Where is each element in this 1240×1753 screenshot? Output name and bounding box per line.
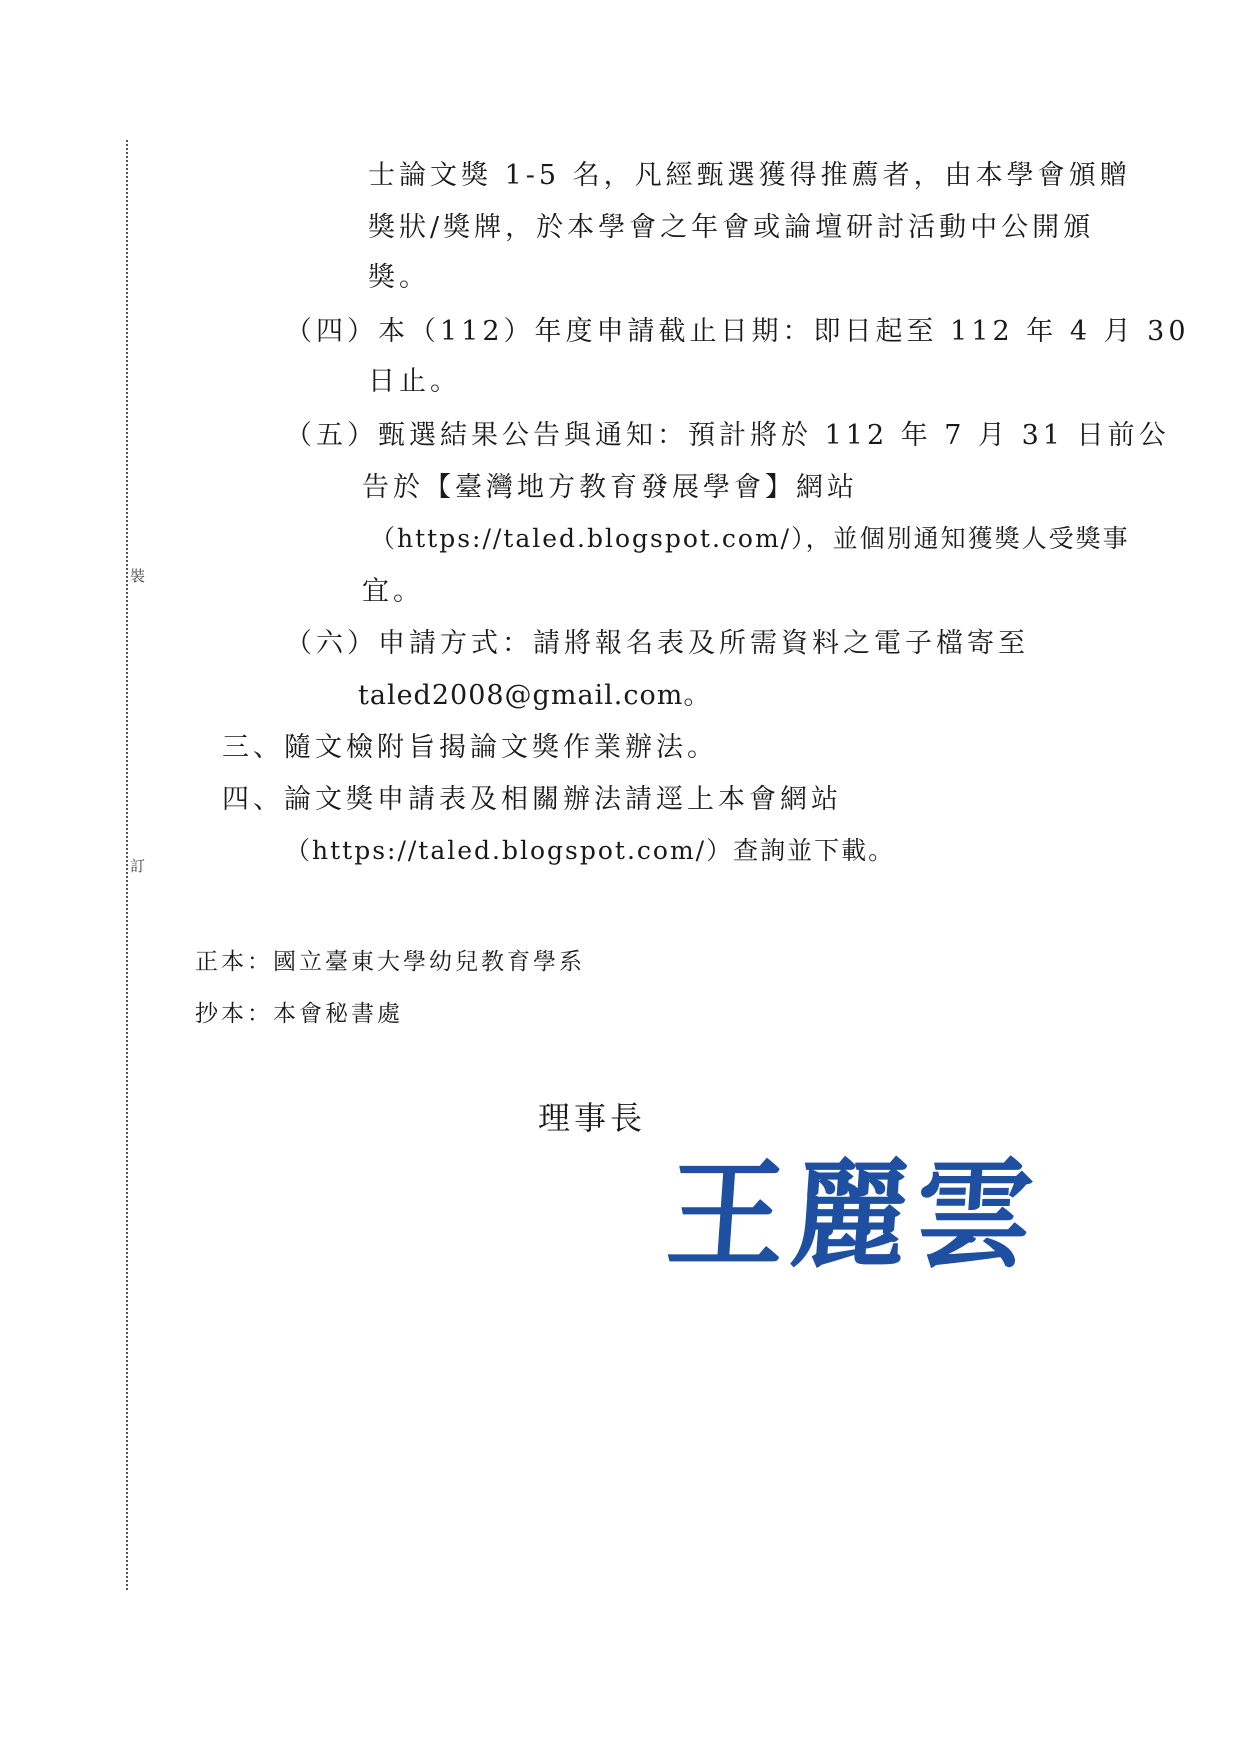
signatory-signature: 王麗雲 xyxy=(662,1145,1045,1284)
signatory-title: 理事長 xyxy=(538,1099,647,1137)
body-line: （https://taled.blogspot.com/），並個別通知獲獎人受獎事 xyxy=(370,524,1130,553)
body-line: 獎。 xyxy=(368,262,430,293)
body-line: （五）甄選結果公告與通知：預計將於 112 年 7 月 31 日前公 xyxy=(285,420,1170,451)
binding-mark-ding: 訂 xyxy=(130,857,146,875)
body-line: 四、論文獎申請表及相關辦法請逕上本會網站 xyxy=(222,784,842,815)
body-line: 三、隨文檢附旨揭論文獎作業辦法。 xyxy=(222,732,718,763)
binding-mark-zhuang: 裝 xyxy=(130,567,146,585)
body-line: 日止。 xyxy=(368,366,461,397)
body-line: 宜。 xyxy=(362,576,424,607)
distribution-original: 正本：國立臺東大學幼兒教育學系 xyxy=(195,949,585,975)
distribution-copy: 抄本：本會秘書處 xyxy=(195,1001,403,1027)
body-line: （四）本（112）年度申請截止日期：即日起至 112 年 4 月 30 xyxy=(285,316,1190,347)
email-line: taled2008@gmail.com。 xyxy=(358,680,712,711)
body-line: （https://taled.blogspot.com/）查詢並下載。 xyxy=(285,836,896,865)
body-line: 告於【臺灣地方教育發展學會】網站 xyxy=(362,472,858,503)
body-line: 士論文獎 1-5 名，凡經甄選獲得推薦者，由本學會頒贈 xyxy=(368,160,1131,191)
binding-line xyxy=(126,140,128,1590)
body-line: （六）申請方式：請將報名表及所需資料之電子檔寄至 xyxy=(285,628,1029,659)
body-line: 獎狀/獎牌，於本學會之年會或論壇研討活動中公開頒 xyxy=(368,212,1095,243)
